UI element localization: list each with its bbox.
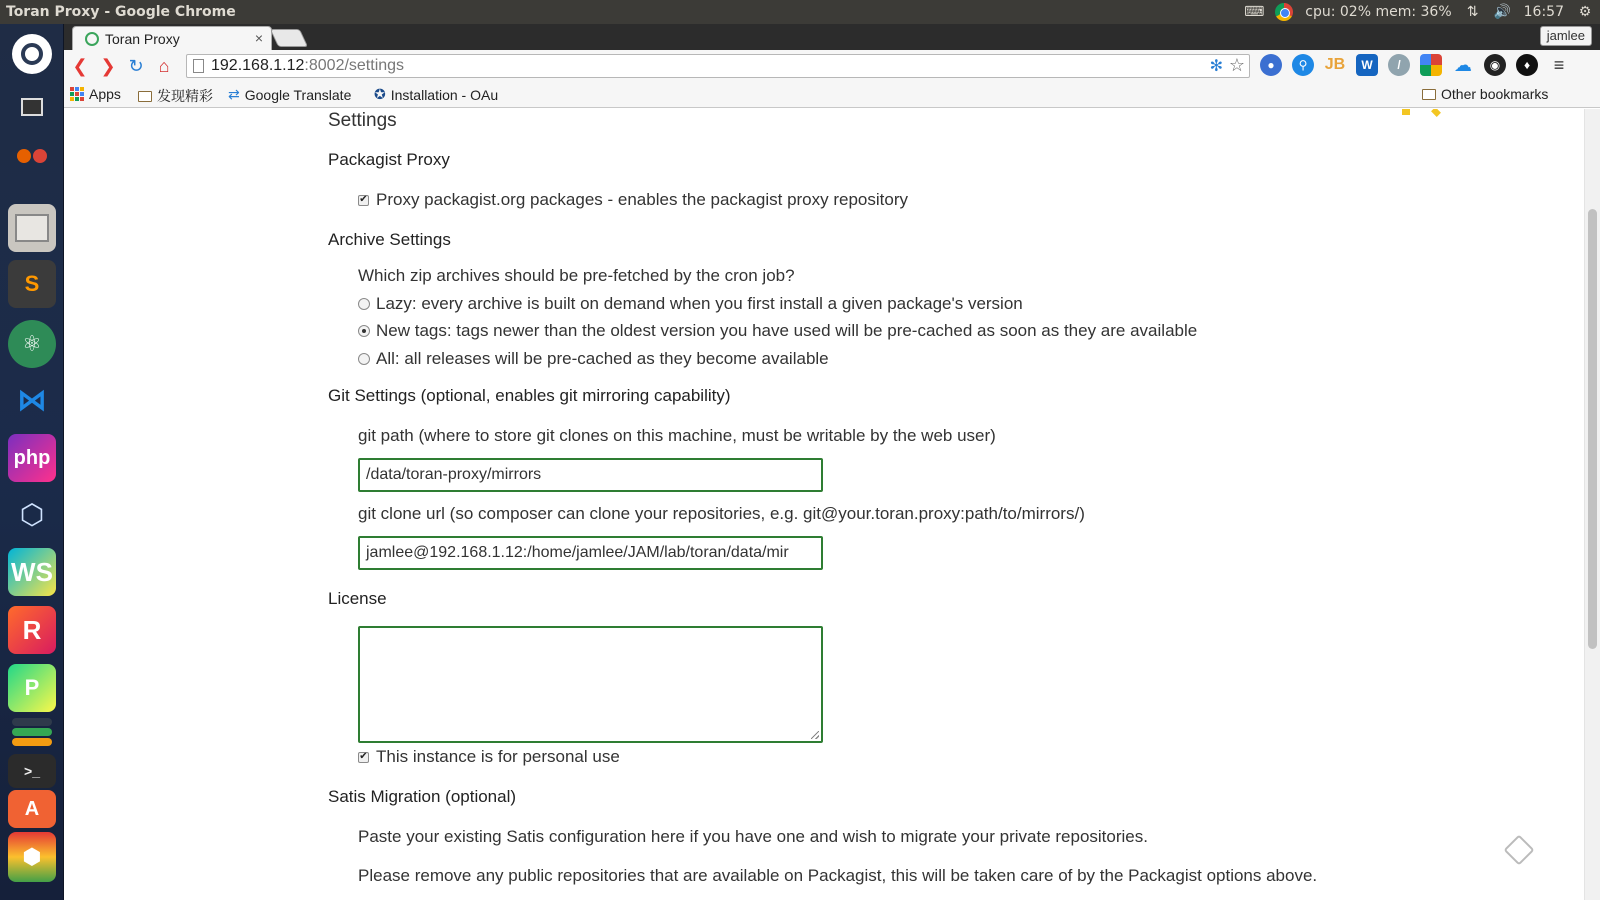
home-icon[interactable]: ⌂ bbox=[158, 56, 170, 76]
bookmark-translate-label: Google Translate bbox=[244, 86, 352, 103]
keyboard-icon[interactable]: ⌨ bbox=[1244, 4, 1265, 20]
reload-icon[interactable]: ↻ bbox=[128, 56, 144, 76]
translate-extension-icon[interactable]: ✻ bbox=[1209, 58, 1223, 75]
profile-button[interactable]: jamlee bbox=[1540, 26, 1592, 46]
forward-arrow-icon[interactable]: ❯ bbox=[100, 56, 116, 76]
git-clone-url-input[interactable]: jamlee@192.168.1.12:/home/jamlee/JAM/lab/toran/data/mir bbox=[358, 536, 823, 570]
vscode-icon[interactable]: ⋈ bbox=[17, 383, 47, 417]
license-heading: License bbox=[328, 589, 387, 608]
multicolor-extension-icon[interactable] bbox=[1420, 54, 1442, 76]
all-label: All: all releases will be pre-cached as they become available bbox=[376, 349, 829, 368]
resize-grip-icon[interactable] bbox=[811, 731, 819, 739]
address-bar[interactable] bbox=[186, 54, 1250, 78]
personal-use-label: This instance is for personal use bbox=[376, 747, 620, 766]
extension-toolbar bbox=[1260, 54, 1570, 76]
bookmarks-bar bbox=[64, 82, 1600, 108]
satis-heading: Satis Migration (optional) bbox=[328, 787, 517, 806]
word-extension-icon[interactable]: W bbox=[1356, 54, 1378, 76]
archive-option-new-tags[interactable] bbox=[358, 321, 1197, 341]
proxy-packagist-option[interactable] bbox=[358, 190, 908, 210]
bookmark-star-icon[interactable]: ☆ bbox=[1228, 55, 1245, 75]
translate-icon: ⇄ bbox=[228, 86, 240, 102]
bookmark-apps-label: Apps bbox=[89, 86, 121, 102]
feather-extension-icon[interactable]: / bbox=[1388, 54, 1410, 76]
git-heading: Git Settings (optional, enables git mirroring capability) bbox=[328, 386, 731, 405]
proxy-packagist-label: Proxy packagist.org packages - enables the packagist proxy repository bbox=[376, 190, 908, 209]
browser-toolbar bbox=[64, 50, 1600, 82]
rubymine-icon[interactable]: R bbox=[8, 606, 56, 654]
cloud-extension-icon[interactable]: ☁ bbox=[1454, 54, 1472, 75]
volume-icon[interactable]: 🔊 bbox=[1493, 4, 1512, 20]
stack-icon[interactable] bbox=[8, 714, 56, 750]
panel-indicators bbox=[1245, 0, 1594, 24]
installation-icon: ✪ bbox=[374, 86, 386, 102]
archive-question: Which zip archives should be pre-fetched by the cron job? bbox=[358, 266, 795, 285]
sublime-text-icon[interactable]: S bbox=[8, 260, 56, 308]
packagist-heading: Packagist Proxy bbox=[328, 150, 450, 169]
tab-close-button[interactable]: × bbox=[254, 30, 263, 46]
folder-icon bbox=[1422, 89, 1436, 100]
page-viewport bbox=[64, 109, 1584, 900]
chrome-icon[interactable] bbox=[1275, 3, 1293, 21]
apps-grid-icon bbox=[70, 87, 84, 101]
fire-extension-icon[interactable]: ♦ bbox=[1516, 54, 1538, 76]
git-path-input[interactable]: /data/toran-proxy/mirrors bbox=[358, 458, 823, 492]
personal-use-option[interactable] bbox=[358, 747, 620, 767]
bookmark-apps[interactable] bbox=[70, 86, 121, 102]
globe-extension-icon[interactable]: ● bbox=[1260, 54, 1282, 76]
archive-heading: Archive Settings bbox=[328, 230, 451, 249]
new-tags-radio[interactable] bbox=[358, 325, 370, 337]
top-panel bbox=[0, 0, 1600, 24]
search-extension-icon[interactable]: ⚲ bbox=[1292, 54, 1314, 76]
satis-paste-text: Paste your existing Satis configuration here if you have one and wish to migrate your private repositories. bbox=[358, 827, 1148, 846]
atom-icon[interactable]: ⚛ bbox=[8, 320, 56, 368]
license-textarea[interactable] bbox=[358, 626, 823, 743]
all-radio[interactable] bbox=[358, 353, 370, 365]
url-path: :8002/settings bbox=[304, 57, 405, 74]
page-icon bbox=[193, 59, 204, 73]
lazy-label: Lazy: every archive is built on demand when you first install a given package's version bbox=[376, 294, 1023, 313]
page-scrollbar[interactable] bbox=[1584, 109, 1600, 900]
tab-title: Toran Proxy bbox=[105, 30, 180, 47]
bookmark-installation[interactable] bbox=[374, 86, 498, 103]
system-load-text[interactable]: cpu: 02% mem: 36% bbox=[1305, 4, 1452, 20]
phpstorm-icon[interactable]: php bbox=[8, 434, 56, 482]
new-tab-button[interactable] bbox=[270, 29, 308, 47]
pycharm-icon[interactable]: P bbox=[8, 664, 56, 712]
gear-icon[interactable]: ⚙ bbox=[1578, 4, 1592, 20]
color-wheel-extension-icon[interactable]: ◉ bbox=[1484, 54, 1506, 76]
folder-icon bbox=[138, 91, 152, 102]
edit-pen-icon[interactable] bbox=[1503, 834, 1534, 865]
archive-option-all[interactable] bbox=[358, 349, 829, 369]
jetbrains-extension-icon[interactable]: JB bbox=[1324, 56, 1346, 73]
url-host: 192.168.1.12 bbox=[211, 57, 305, 74]
other-bookmarks[interactable] bbox=[1422, 86, 1548, 102]
page-title: Settings bbox=[328, 110, 397, 131]
satis-remove-text: Please remove any public repositories that are available on Packagist, this will be taken care of by the Packagist options above. bbox=[358, 866, 1318, 885]
tab-strip bbox=[64, 24, 1600, 50]
bookmark-installation-label: Installation - OAu bbox=[390, 86, 499, 103]
files-icon[interactable] bbox=[8, 204, 56, 252]
lazy-radio[interactable] bbox=[358, 298, 370, 310]
ubuntu-dash-icon[interactable] bbox=[8, 30, 56, 78]
git-path-label: git path (where to store git clones on this machine, must be writable by the web user) bbox=[358, 426, 996, 445]
virtualbox-icon[interactable]: ⬡ bbox=[19, 498, 45, 530]
other-bookmarks-label: Other bookmarks bbox=[1441, 86, 1549, 102]
bookmark-google-translate[interactable] bbox=[228, 86, 351, 103]
git-clone-url-label: git clone url (so composer can clone your repositories, e.g. git@your.toran.proxy:path/to/mirrors/) bbox=[358, 504, 1085, 523]
proxy-packagist-checkbox[interactable]: ✔ bbox=[359, 194, 368, 205]
bookmark-chinese-folder[interactable] bbox=[138, 86, 213, 106]
browsers-icon[interactable] bbox=[8, 132, 56, 180]
network-icon[interactable]: ⇅ bbox=[1466, 4, 1479, 20]
back-arrow-icon[interactable]: ❮ bbox=[72, 56, 88, 76]
menu-icon[interactable]: ≡ bbox=[1553, 54, 1565, 75]
archive-option-lazy[interactable] bbox=[358, 294, 1023, 314]
personal-use-checkbox[interactable]: ✔ bbox=[359, 751, 368, 762]
launcher bbox=[0, 24, 64, 900]
tab-toran-proxy[interactable] bbox=[72, 26, 272, 50]
ubuntu-software-icon[interactable]: ⬢ bbox=[8, 832, 56, 882]
software-center-icon[interactable]: A bbox=[8, 790, 56, 828]
window-title: Toran Proxy - Google Chrome bbox=[6, 4, 236, 20]
decorative-ribbon bbox=[1402, 109, 1442, 117]
workspace-switcher-icon[interactable] bbox=[8, 82, 56, 132]
terminal-icon[interactable]: >_ bbox=[8, 754, 56, 788]
toran-favicon-icon bbox=[85, 32, 99, 46]
bookmark-chinese-label: 发现精彩 bbox=[157, 88, 213, 104]
new-tags-label: New tags: tags newer than the oldest version you have used will be pre-cached as soon as they are available bbox=[376, 321, 1198, 340]
clock[interactable]: 16:57 bbox=[1523, 4, 1564, 20]
webstorm-icon[interactable]: WS bbox=[8, 548, 56, 596]
scrollbar-thumb[interactable] bbox=[1588, 209, 1597, 649]
